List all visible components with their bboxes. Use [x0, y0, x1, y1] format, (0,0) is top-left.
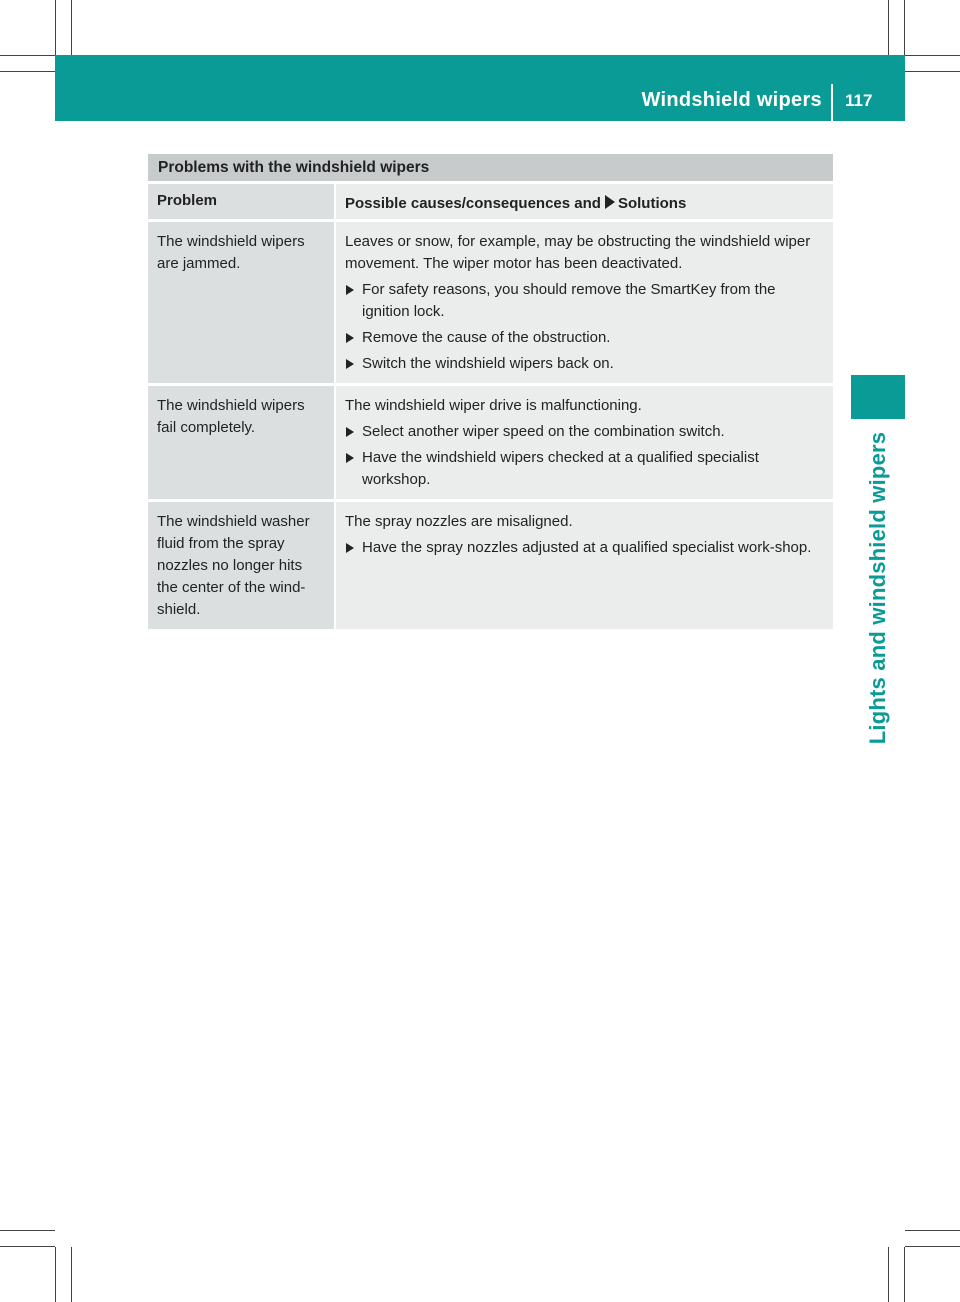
solution-step: [345, 421, 825, 443]
problem-cell: The windshield wipers fail completely.: [148, 386, 334, 499]
crop-mark: [905, 1246, 960, 1247]
crop-mark: [904, 0, 905, 55]
step-text: Switch the windshield wipers back on.: [362, 355, 614, 372]
table-title: Problems with the windshield wipers: [148, 154, 833, 181]
section-title: Windshield wipers: [641, 89, 822, 111]
problem-cell: The windshield wipers are jammed.: [148, 222, 334, 383]
solution-cell: [336, 502, 833, 629]
action-arrow-icon: [346, 453, 354, 463]
solution-step: [345, 353, 825, 375]
chapter-label: Lights and windshield wipers: [865, 431, 890, 745]
action-arrow-icon: [346, 333, 354, 343]
step-text: Have the spray nozzles adjusted at a qualified specialist work-shop.: [362, 539, 812, 556]
column-header-problem: Problem: [148, 184, 334, 219]
crop-mark: [0, 71, 55, 72]
cause-text: The spray nozzles are misaligned.: [345, 513, 573, 530]
chapter-tab: [851, 375, 905, 419]
solution-step: [345, 279, 825, 323]
step-text: Remove the cause of the obstruction.: [362, 329, 611, 346]
solution-step: [345, 447, 825, 491]
table-row: [148, 502, 833, 629]
solution-cell: [336, 222, 833, 383]
crop-mark: [888, 0, 889, 55]
solution-step: [345, 537, 825, 559]
action-arrow-icon: [346, 359, 354, 369]
crop-mark: [55, 0, 56, 55]
solution-step: [345, 327, 825, 349]
table-row: [148, 386, 833, 499]
crop-mark: [0, 1246, 55, 1247]
cause-text: Leaves or snow, for example, may be obstructing the windshield wiper movement. The wiper motor has been deactivated.: [345, 233, 811, 272]
action-arrow-icon: [346, 427, 354, 437]
column-header-causes: [336, 184, 833, 219]
header-divider: [831, 84, 833, 121]
problem-cell: The windshield washer fluid from the spray nozzles no longer hits the center of the wind-shield.: [148, 502, 334, 629]
crop-mark: [905, 55, 960, 56]
crop-mark: [0, 55, 55, 56]
crop-mark: [904, 1247, 905, 1302]
problems-table: [148, 154, 833, 629]
cause-text: The windshield wiper drive is malfunctioning.: [345, 397, 642, 414]
crop-mark: [888, 1247, 889, 1302]
step-text: For safety reasons, you should remove the SmartKey from the ignition lock.: [362, 281, 776, 320]
crop-mark: [55, 1247, 56, 1302]
table-header-row: [148, 184, 833, 219]
step-text: Have the windshield wipers checked at a qualified specialist workshop.: [362, 449, 759, 488]
crop-mark: [71, 1247, 72, 1302]
crop-mark: [905, 1230, 960, 1231]
column-header-causes-label: Possible causes/consequences and: [345, 195, 601, 212]
solution-cell: [336, 386, 833, 499]
action-arrow-icon: [346, 285, 354, 295]
crop-mark: [905, 71, 960, 72]
column-header-solutions-label: Solutions: [617, 195, 687, 212]
crop-mark: [71, 0, 72, 55]
action-arrow-icon: [346, 543, 354, 553]
action-arrow-icon: [605, 195, 615, 209]
page-number: 117: [845, 91, 873, 110]
crop-mark: [0, 1230, 55, 1231]
table-row: [148, 222, 833, 383]
step-text: Select another wiper speed on the combination switch.: [362, 423, 725, 440]
